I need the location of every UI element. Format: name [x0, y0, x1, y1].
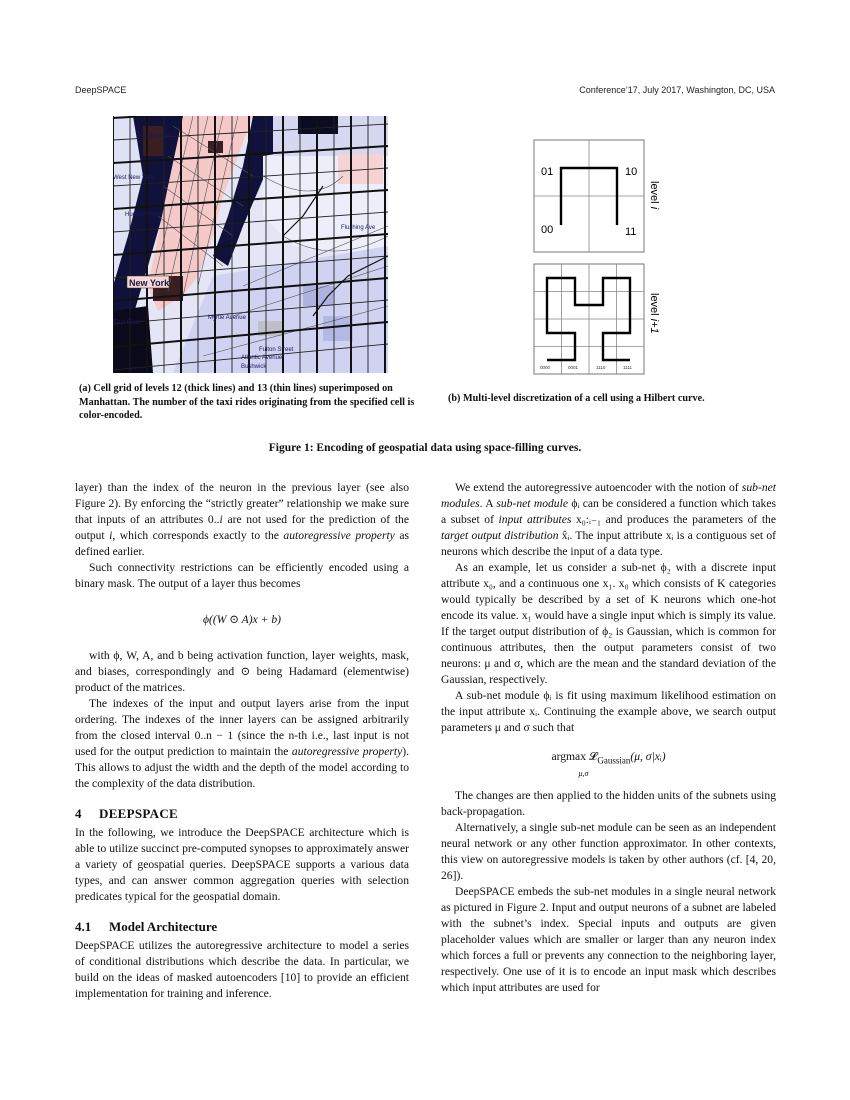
paragraph: The changes are then applied to the hidden units of the subnets using back-propagation.: [441, 789, 776, 819]
equation-layer-output: ϕ((W ⊙ A)x + b): [202, 613, 282, 626]
paragraph: The indexes of the input and output layers arise from the input ordering. The indexes of the inner layers can be assigned arbitrarily from the closed interval 0..n − 1 (since the n-th i.e., last input is not used for the output prediction to maintain the autoregressive property). This allows to adjust the width and the depth of the model according to the complexity of the data distribution.: [75, 697, 409, 790]
equation-argmax: argmax 𝓛$_{Gaussian}$(μ, σ|xᵢ) μ,σ: [551, 750, 666, 779]
paragraph: DeepSPACE utilizes the autoregressive architecture to model a series of conditional distributions which describe the data. In particular, we build on the ideas of masked autoencoders [10] to provide an efficient implementation for training and inference.: [75, 939, 409, 1000]
map-label-guttenberg: Guttenberg: [140, 133, 171, 139]
figure-b-hilbert-curve: [533, 139, 673, 380]
svg-text:1110: 1110: [596, 365, 606, 370]
paragraph: We extend the autoregressive autoencoder with the notion of sub-net modules. A sub-net module ϕᵢ can be considered a function which takes a subset of input attributes x₀:ᵢ₋₁ and produces the parameters of the target output distribution x̂ᵢ. The input attribute xᵢ is a contiguous set of neurons which describe the input of a data type.: [441, 481, 776, 558]
hilbert-label-10: 10: [625, 166, 638, 178]
svg-text:Bushwick: Bushwick: [241, 364, 267, 370]
caption-b: (b) Multi-level discretization of a cell using a Hilbert curve.: [448, 393, 705, 404]
figure-title: Figure 1: Encoding of geospatial data using space-filling curves.: [268, 442, 582, 454]
svg-text:Fulton Street: Fulton Street: [259, 347, 294, 353]
svg-text:Flushing Ave: Flushing Ave: [341, 225, 376, 231]
hilbert-label-01: 01: [541, 166, 554, 178]
paragraph: As an example, let us consider a sub-net ϕ₂ with a discrete input attribute x₀, and a continuous one x₁. x₀ which consists of K categories would typically be described by a set of K neurons which one-hot encode its value. x₁ would have a single input which is simply its value. If the target output distribution of ϕ₂ is Gaussian, which is common for continuous attributes, then the output parameters consist of two neurons: μ and σ, which are the mean and the standard deviation of the Gaussian, respectively.: [441, 561, 776, 686]
paragraph: with ϕ, W, A, and b being activation function, layer weights, mask, and biases, correspondingly and ⊙ being Hadamard (elementwise) product of the matrices.: [75, 649, 409, 694]
running-header-left: DeepSPACE: [75, 85, 127, 95]
right-column: [441, 480, 776, 996]
svg-text:Hudson River: Hudson River: [125, 212, 162, 218]
svg-text:0000: 0000: [540, 365, 551, 370]
svg-text:0001: 0001: [568, 365, 579, 370]
paragraph: Such connectivity restrictions can be efficiently encoded using a binary mask. The output of a layer thus becomes: [75, 561, 409, 590]
hilbert-label-11: 11: [625, 226, 637, 238]
hilbert-label-00: 00: [541, 224, 554, 236]
figure-a-manhattan-grid-map: [113, 116, 388, 373]
caption-a: (a) Cell grid of levels 12 (thick lines) and 13 (thin lines) superimposed on Manhattan. The number of the taxi rides originating from the specified cell is color-encoded.: [79, 383, 415, 421]
running-header-right: Conference’17, July 2017, Washington, DC, USA: [579, 85, 775, 95]
subsection-heading-4-1: 4.1 Model Architecture: [75, 919, 218, 934]
paragraph: In the following, we introduce the DeepSPACE architecture which is able to utilize succinct pre-computed synopses to approximately answer a variety of geospatial queries. DeepSPACE supports a various data types, and can answer common aggregation queries with selection predicates typical for the geospatial domain.: [75, 826, 409, 903]
left-column: [75, 480, 409, 1002]
level-i1-label: level i+1: [648, 293, 660, 334]
svg-text:Atlantic Avenue: Atlantic Avenue: [241, 355, 283, 361]
paragraph: A sub-net module ϕᵢ is fit using maximum likelihood estimation on the input attribute xᵢ. Continuing the example above, we search output parameters μ and σ such that: [441, 689, 776, 734]
section-heading-4: 4 DEEPSPACE: [75, 806, 179, 821]
map-label-new-york: New York: [129, 278, 170, 288]
svg-text:Myrtle Avenue: Myrtle Avenue: [208, 315, 246, 321]
paragraph: DeepSPACE embeds the sub-net modules in a single neural network as pictured in Figure 2. Input and output neurons of a subnet are labeled with the subnet’s index. Special inputs and outputs are given placeholder values which are smaller or larger than any neuron index which forces a full or prevents any connection to the neighboring layer, respectively. One use of it is to encode an input mask which describes which input attributes are used for: [441, 885, 776, 995]
paragraph: layer) than the index of the neuron in the previous layer (see also Figure 2). By enforcing the “strictly greater” relationship we make sure that inputs of an attributes 0..i are not used for the prediction of the output i, which corresponds exactly to the autoregressive property as defined earlier.: [75, 481, 410, 558]
paragraph: Alternatively, a single sub-net module can be seen as an independent neural network or any other function approximator. In other contexts, this view on autoregressive models is taken by other authors (cf. [4, 20, 26]).: [441, 821, 776, 883]
svg-text:1111: 1111: [623, 365, 633, 370]
svg-text:East River: East River: [113, 320, 141, 326]
map-label-west-new-york: West New York: [113, 175, 154, 181]
level-i-label: level i: [648, 181, 660, 210]
